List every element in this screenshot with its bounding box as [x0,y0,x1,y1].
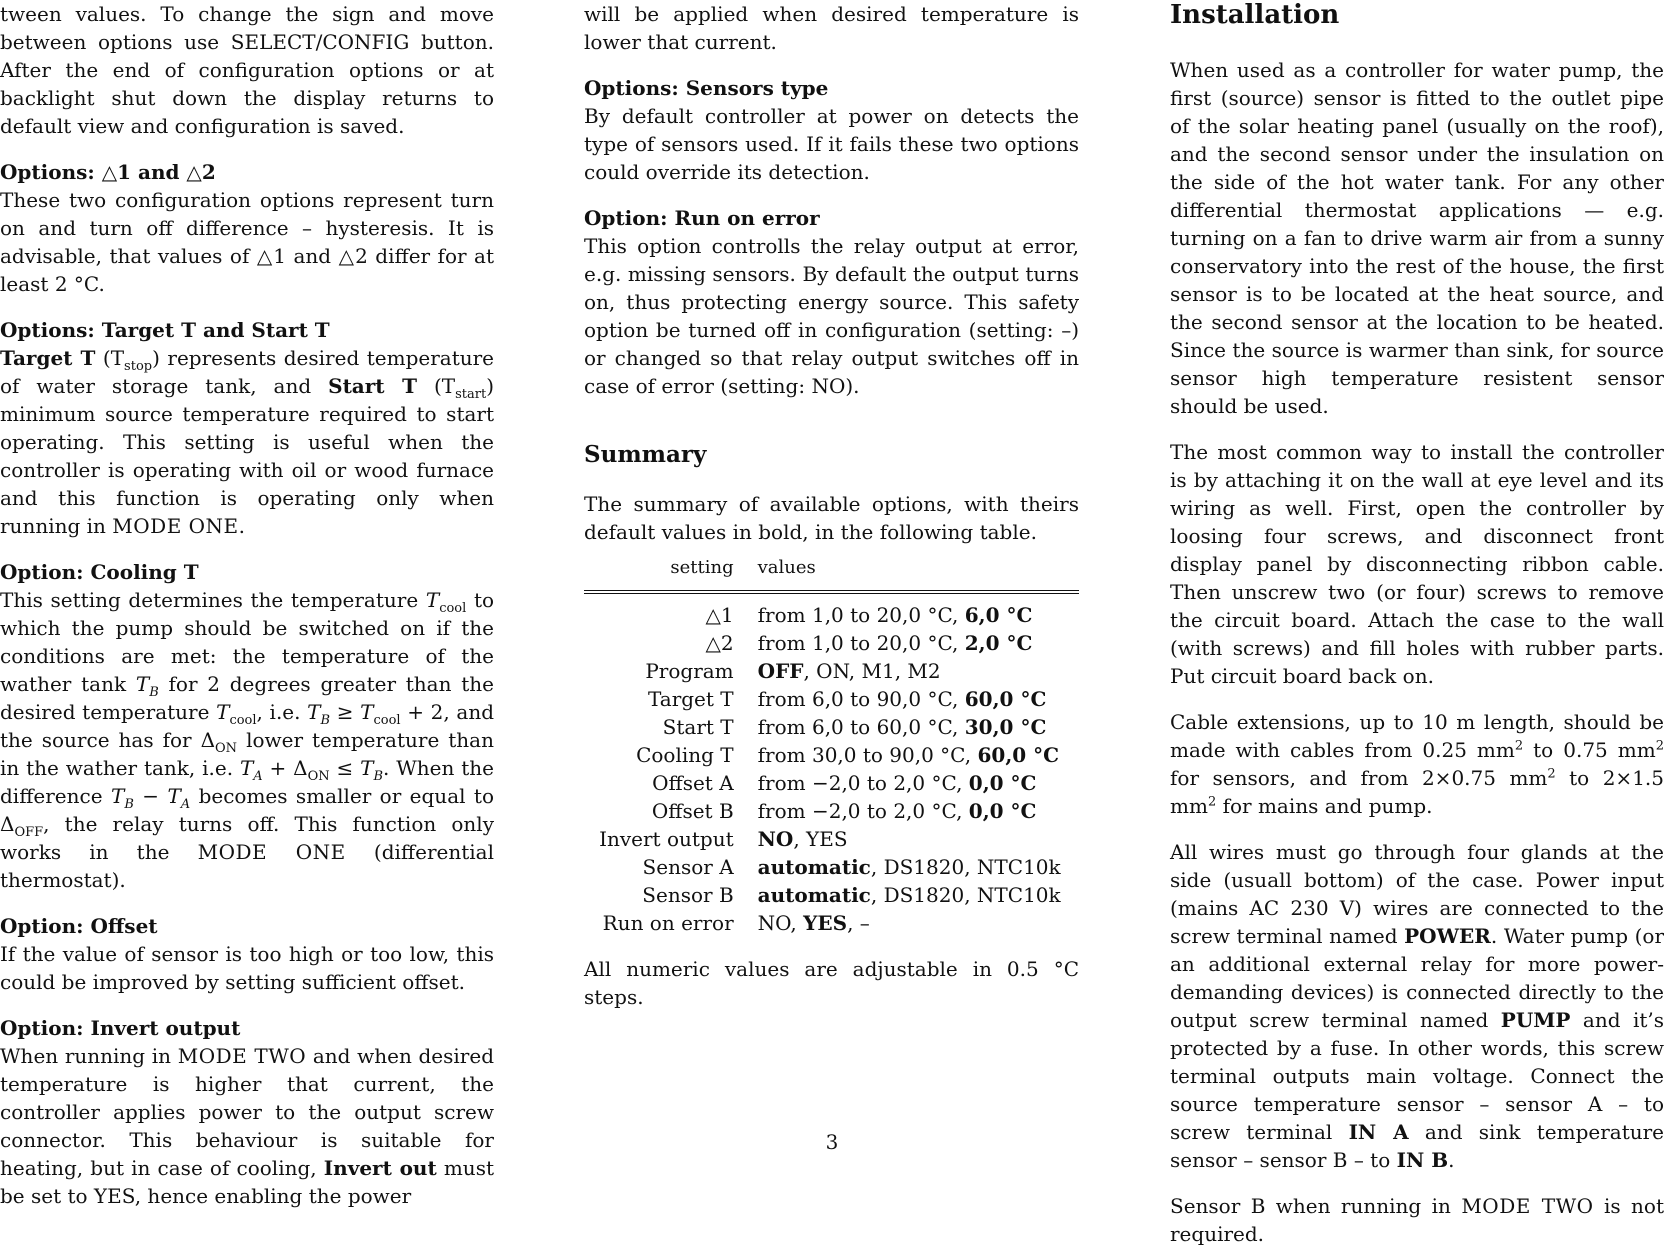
p4-t3: and it’s protected by a fuse. In other words, this screw terminal outputs main voltage. Connect the source temperature sensor – sensor A – to screw terminal [1170,1008,1664,1144]
heading-offset: Option: Offset [0,914,158,938]
value-bold: 30,0 °C [964,715,1047,739]
summary-footnote: All numeric values are adjustable in 0.5 °C steps. [584,957,1079,1009]
section-invert [0,1014,494,1210]
install-p5 [1170,1192,1664,1248]
values-cell [746,713,1079,741]
values-cell [746,769,1079,797]
start-label: Start T [328,374,417,398]
install-p3 [1170,708,1664,820]
p4-t5: . [1448,1148,1455,1172]
cooling-t9: , the relay turns off. This function only works in the [0,812,494,864]
section-target [0,316,494,540]
mode-one: MODE ONE [112,514,239,538]
install-p1: When used as a controller for water pump, the first (source) sensor is fitted to the outlet pipe of the solar heating panel (usually on the roof), and the second sensor under the insulation on the side of the hot water tank. For any other differential thermostat applications — e.g. turning on a fan to drive warm air from a sunny conservatory into the rest of the house, the first sensor is to be located at the heat source, and the second sensor at the location to be heated. Since the source is warmer than sink, for source sensor high temperature resistent sensor should be used. [1170,58,1664,418]
start-sym: (T [433,374,456,398]
values-cell [746,909,1079,937]
p3-sq4: 2 [1207,794,1217,810]
value-pre: from 6,0 to 60,0 °C, [757,715,965,739]
heading-target: Options: Target T and Start T [0,318,330,342]
value-bold: 0,0 °C [968,771,1037,795]
value-pre: from −2,0 to 2,0 °C, [757,771,969,795]
value-post: , DS1820, NTC10k [870,855,1061,879]
value-post: , DS1820, NTC10k [870,883,1061,907]
cooling-t1: This setting determines the temperature [0,588,419,612]
p3-sq2: 2 [1655,738,1664,754]
value-post: , YES [793,827,848,851]
body-sensors: By default controller at power on detects the type of sensors used. If it fails these two options could override its detection. [584,104,1079,184]
heading-runerror: Option: Run on error [584,206,820,230]
setting-cell: Invert output [599,827,734,851]
section-cooling [0,558,494,894]
col-header-setting: setting [670,557,734,578]
invert-out-bold: Invert out [323,1156,437,1180]
value-post: , ON, M1, M2 [803,659,941,683]
column-1 [0,0,494,1228]
section-offset [0,912,494,996]
pump-terminal: PUMP [1500,1008,1571,1032]
in-b-terminal: IN B [1396,1148,1449,1172]
values-cell [746,657,1079,685]
table-row [584,853,1079,881]
value-pre: from 1,0 to 20,0 °C, [757,603,965,627]
value-bold: 6,0 °C [964,603,1033,627]
in-a-terminal: IN A [1348,1120,1409,1144]
installation-title: Installation [1170,0,1340,30]
setting-cell: △2 [705,631,734,655]
value-bold: 60,0 °C [964,687,1047,711]
cooling-t4: , i.e. [256,700,301,724]
setting-cell: Start T [662,715,734,739]
p3-sq3: 2 [1547,766,1556,782]
install-p4 [1170,838,1664,1174]
table-row [584,825,1079,853]
target-sub: stop [124,359,153,374]
summary-intro: The summary of available options, with theirs default values in bold, in the following table. [584,492,1079,544]
value-pre: from 6,0 to 90,0 °C, [757,687,965,711]
p3-sq1: 2 [1514,738,1524,754]
start-rest: ) minimum source temperature required to start operating. This setting is useful when the controller is operating with oil or wood furnace and this function is operating only when running in [0,374,495,538]
heading-hysteresis: Options: △1 and △2 [0,160,216,184]
values-cell [746,741,1079,769]
setting-cell: Target T [647,687,734,711]
table-row [584,769,1079,797]
value-bold: NO [757,827,794,851]
p4-t2: . Water pump (or an additional external relay for more power-demanding devices) is connected directly to the output screw terminal named [1170,924,1664,1032]
column-2 [584,0,1079,1011]
setting-cell: Offset A [652,771,734,795]
column-3 [1170,0,1664,1248]
setting-cell: △1 [705,603,734,627]
values-cell [746,881,1079,909]
values-cell [746,825,1079,853]
table-row [584,685,1079,713]
cooling-t3: for 2 degrees greater than the desired temperature [0,672,494,724]
value-post: , – [847,911,870,935]
col-header-values: values [757,557,816,578]
p3-t2: to 0.75 mm [1523,738,1656,762]
table-row [584,881,1079,909]
cooling-sub: cool [439,601,467,616]
cooling-t7: . When the difference [0,756,494,808]
p3-t4: to 2×1.5 mm [1170,766,1664,818]
table-row [584,909,1079,937]
heading-invert: Option: Invert output [0,1016,241,1040]
start-sub: start [455,387,487,402]
section-sensors [584,74,1079,186]
value-pre: from 1,0 to 20,0 °C, [757,631,965,655]
value-bold: automatic [757,855,871,879]
value-bold: 0,0 °C [968,799,1037,823]
p3-t1: Cable extensions, up to 10 m length, should be made with cables from 0.25 mm [1170,710,1664,762]
intro-paragraph: tween values. To change the sign and move between options use SELECT/CONFIG button. After the end of configuration options or at backlight shut down the display returns to default view and configuration is saved. [0,2,494,138]
table-row [584,592,1079,629]
invert-t2: and when desired temperature is higher that current, the controller applies power to the output screw connector. This behaviour is suitable for heating, but in case of cooling, [0,1044,495,1180]
p3-t5: for mains and pump. [1216,794,1433,818]
values-cell [746,685,1079,713]
invert-t3: must be set to YES, hence enabling the power [0,1156,494,1208]
power-terminal: POWER [1404,924,1491,948]
table-row [584,741,1079,769]
value-bold: 2,0 °C [964,631,1033,655]
cooling-t5: and the source has for [0,700,494,752]
invert-t1: When running in [0,1044,172,1068]
cooling-t8: becomes smaller or equal to [198,784,494,808]
p5-t1: Sensor B when running in [1170,1194,1451,1218]
table-row [584,629,1079,657]
setting-cell: Sensor B [642,883,734,907]
target-rest: ) represents desired temperature of water storage tank, and [0,346,495,398]
p4-t4: and sink temperature sensor – sensor B – to [1170,1120,1664,1172]
target-label: Target T [0,346,96,370]
continued-paragraph: will be applied when desired temperature is lower that current. [584,2,1079,54]
p4-t1: All wires must go through four glands at the side (usuall bottom) of the case. Power input (mains AC 230 V) wires are connected to the screw terminal named [1170,840,1664,948]
section-runerror [584,204,1079,400]
body-invert [0,1042,494,1210]
install-p2: The most common way to install the controller is by attaching it on the wall at eye level and its wiring as well. First, open the controller by loosing four screws, and disconnect front display panel by disconnecting ribbon cable. Then unscrew two (or four) screws to remove the circuit board. Attach the case to the wall (with screws) and fill holes with rubber parts. Put circuit board back on. [1170,440,1664,688]
heading-cooling: Option: Cooling T [0,560,199,584]
setting-cell: Offset B [651,799,734,823]
mode-one-2: MODE ONE [197,840,346,864]
body-offset: If the value of sensor is too high or too low, this could be improved by setting sufficient offset. [0,942,494,994]
values-cell [746,629,1079,657]
body-target [0,344,494,540]
setting-cell: Run on error [602,911,734,935]
table-row [584,657,1079,685]
target-end: . [238,514,246,538]
mode-two-2: MODE TWO [1461,1194,1594,1218]
value-pre: NO, [757,911,804,935]
section-hysteresis [0,158,494,298]
table-row [584,797,1079,825]
setting-cell: Sensor A [642,855,734,879]
page-number: 3 [825,1130,839,1154]
table-row [584,713,1079,741]
p3-t3: for sensors, and from 2×0.75 mm [1170,766,1548,790]
values-cell [746,853,1079,881]
body-runerror: This option controlls the relay output at error, e.g. missing sensors. By default the output turns on, thus protecting energy source. This safety option be turned off in configuration (setting: –) or changed so that relay output switches off in case of error (setting: NO). [584,234,1079,398]
setting-cell: Program [645,659,734,683]
values-cell [746,592,1079,629]
value-bold: 60,0 °C [977,743,1060,767]
body-cooling: This setting determines the temperature $T_{cool}$ to which the pump should be switched on if the conditions are met: the temperature of the wather tank $T_B$ for 2 degrees greater than the desired temperature $T_{cool}$, i.e. $T_B \ge T_{cool} + 2$, and the source has for $\Delta_{ON}$ lower temperature than in the wather tank, i.e. $T_A + \Delta_{ON} \le T_B$. When the difference $T_B - T_A$ becomes smaller or equal to $\Delta_{OFF}$, the relay turns off. This function only works in the MODE ONE (differential thermostat). [0,588,495,892]
value-bold: automatic [757,883,871,907]
target-sym: (T [102,346,125,370]
mode-two: MODE TWO [177,1044,307,1068]
setting-cell: Cooling T [636,743,734,767]
value-pre: from 30,0 to 90,0 °C, [757,743,978,767]
value-bold: OFF [757,659,804,683]
value-pre: from −2,0 to 2,0 °C, [757,799,969,823]
summary-title: Summary [584,441,707,468]
cooling-t6: lower temperature than in the wather tank, i.e. [0,728,494,780]
values-cell [746,797,1079,825]
p5-t2: is not required. [1170,1194,1664,1246]
value-bold: YES [803,911,848,935]
summary-table [584,554,1079,937]
cooling-t10: (differential thermostat). [0,840,494,892]
body-hysteresis: These two configuration options represent turn on and turn off difference – hysteresis. It is advisable, that values of △1 and △2 differ for at least 2 °C. [0,188,494,296]
cooling-t2: to which the pump should be switched on if the conditions are met: the temperature of the wather tank [0,588,495,696]
heading-sensors: Options: Sensors type [584,76,829,100]
